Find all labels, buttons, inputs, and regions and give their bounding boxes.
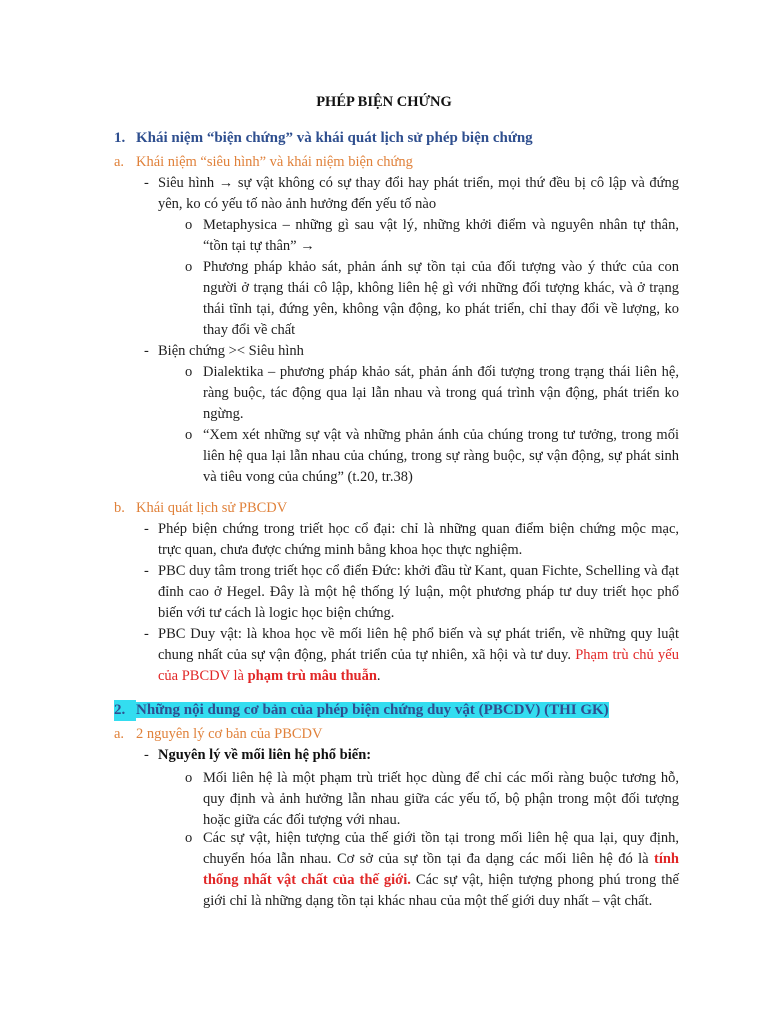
bullet-text: Siêu hình → sự vật không có sự thay đổi hay phát triển, mọi thứ đều bị cô lập và đứng yên, ko có yếu tố nào ảnh hưởng đến yếu tố nào — [158, 175, 679, 212]
bullet-dash: - — [144, 747, 149, 763]
sub-bullet-text: “Xem xét những sự vật và những phản ánh của chúng trong tư tưởng, trong mối liên hệ qua lại lẫn nhau của chúng, trong sự ràng buộc, sự vận động, sự phát sinh và tiêu vong của chúng” (t.20, tr.38) — [203, 427, 679, 485]
bullet-dash: - — [144, 563, 149, 579]
sub-bullet-dialektika — [185, 362, 679, 425]
section-1a-heading — [114, 152, 714, 173]
section-2a-heading — [114, 724, 714, 745]
bullet-dash: - — [144, 175, 149, 191]
section-1b-title: Khái quát lịch sử PBCDV — [136, 500, 288, 516]
bullet-dash: - — [144, 343, 149, 359]
bullet-bien-chung — [144, 341, 679, 362]
sub-bullet-text: Metaphysica – những gì sau vật lý, những khởi điểm và nguyên nhân tự thân, “tồn tại tự thân” → — [203, 217, 679, 254]
bullet-nguyen-ly — [144, 745, 679, 766]
sub-bullet-text: Phương pháp khảo sát, phản ánh sự tồn tại của đối tượng vào ý thức của con người ở trạng thái cô lập, không liên hệ gì với những đối tượng khác, và ở trạng thái tĩnh tại, đứng yên, không vận động, ko phát triển, chỉ thay đổi về lượng, ko thay đổi về chất — [203, 259, 679, 338]
sub-bullet-text: Mối liên hệ là một phạm trù triết học dùng để chỉ các mối ràng buộc tương hỗ, quy định và ảnh hưởng lẫn nhau giữa các yếu tố, bộ phận trong một đối tượng hoặc giữa các đối tượng với nhau. — [203, 770, 679, 828]
section-1-title: Khái niệm “biện chứng” và khái quát lịch sử phép biện chứng — [136, 130, 533, 146]
sub-bullet-text — [203, 828, 679, 912]
bullet-text: Nguyên lý về mối liên hệ phổ biến: — [158, 747, 372, 763]
sub-bullet-metaphysica — [185, 215, 679, 257]
section-1-heading — [114, 128, 714, 149]
sub-bullet-xem-xet — [185, 425, 679, 488]
bullet-pbc-duy-vat — [144, 624, 679, 687]
red-phrase: Phạm trù chủ yếu của PBCDV là — [158, 647, 679, 684]
su-vat-text: Các sự vật, hiện tượng của thế giới tồn tại trong mối liên hệ qua lại, quy định, chuyển hóa lẫn nhau. Cơ sở của sự tồn tại đa dạng các mối liên hệ đó là — [203, 830, 679, 867]
bullet-text: PBC duy tâm trong triết học cổ điển Đức: khởi đầu từ Kant, quan Fichte, Schelling và đạt đỉnh cao ở Hegel. Đây là một hệ thống lý luận, một phương pháp tư duy triết học phổ biến với tư cách là logic học biện chứng. — [158, 563, 679, 621]
section-2-heading — [114, 700, 714, 721]
sub-bullet-text: Dialektika – phương pháp khảo sát, phản ánh đối tượng trong trạng thái liên hệ, ràng buộc, tác động qua lại lẫn nhau và trong quá trình vận động, phát triển ko ngừng. — [203, 364, 679, 422]
sub-bullet-marker: o — [185, 830, 193, 846]
section-2a-title: 2 nguyên lý cơ bản của PBCDV — [136, 726, 323, 742]
page-title: PHÉP BIỆN CHỨNG — [316, 94, 452, 110]
bullet-text: Biện chứng >< Siêu hình — [158, 343, 304, 359]
sub-bullet-moi-lien-he — [185, 768, 679, 831]
section-1b-heading — [114, 498, 714, 519]
duy-vat-text: PBC Duy vật: là khoa học về mối liên hệ phổ biến và sự phát triển, về những quy luật chung nhất của sự vận động, phát triển của tự nhiên, xã hội và tư duy. — [158, 626, 679, 663]
red-bold-phrase: tính thống nhất vật chất của thế giới. — [203, 851, 679, 888]
su-vat-text-end: Các sự vật, hiện tượng phong phú trong thế giới chỉ là những dạng tồn tại khác nhau của một thế giới duy nhất – vật chất. — [203, 872, 679, 909]
sub-bullet-su-vat — [185, 828, 679, 912]
section-1b-number: b. — [114, 500, 125, 516]
section-1a-title: Khái niệm “siêu hình” và khái niệm biện chứng — [136, 154, 413, 170]
bullet-text — [158, 624, 679, 687]
red-bold-phrase: phạm trù mâu thuẫn — [247, 668, 377, 684]
sub-bullet-marker: o — [185, 427, 193, 443]
sub-bullet-phuong-phap — [185, 257, 679, 341]
section-2-number: 2. — [114, 700, 136, 721]
sub-bullet-marker: o — [185, 770, 193, 786]
sub-bullet-marker: o — [185, 364, 193, 380]
section-1a-number: a. — [114, 154, 125, 170]
bullet-dash: - — [144, 626, 149, 642]
bullet-pbc-duy-tam — [144, 561, 679, 624]
section-2-title: Những nội dung cơ bản của phép biện chứng duy vật (PBCDV) (THI GK) — [136, 702, 609, 718]
section-1-number: 1. — [114, 130, 126, 146]
bullet-pbc-co-dai — [144, 519, 679, 561]
bullet-text: Phép biện chứng trong triết học cổ đại: chỉ là những quan điểm biện chứng mộc mạc, trực quan, chưa được chứng minh bằng khoa học thực nghiệm. — [158, 521, 679, 558]
bullet-dash: - — [144, 521, 149, 537]
sub-bullet-marker: o — [185, 259, 193, 275]
bullet-sieu-hinh — [144, 173, 679, 215]
sub-bullet-marker: o — [185, 217, 193, 233]
sentence-end: . — [376, 668, 381, 684]
section-2a-number: a. — [114, 726, 125, 742]
